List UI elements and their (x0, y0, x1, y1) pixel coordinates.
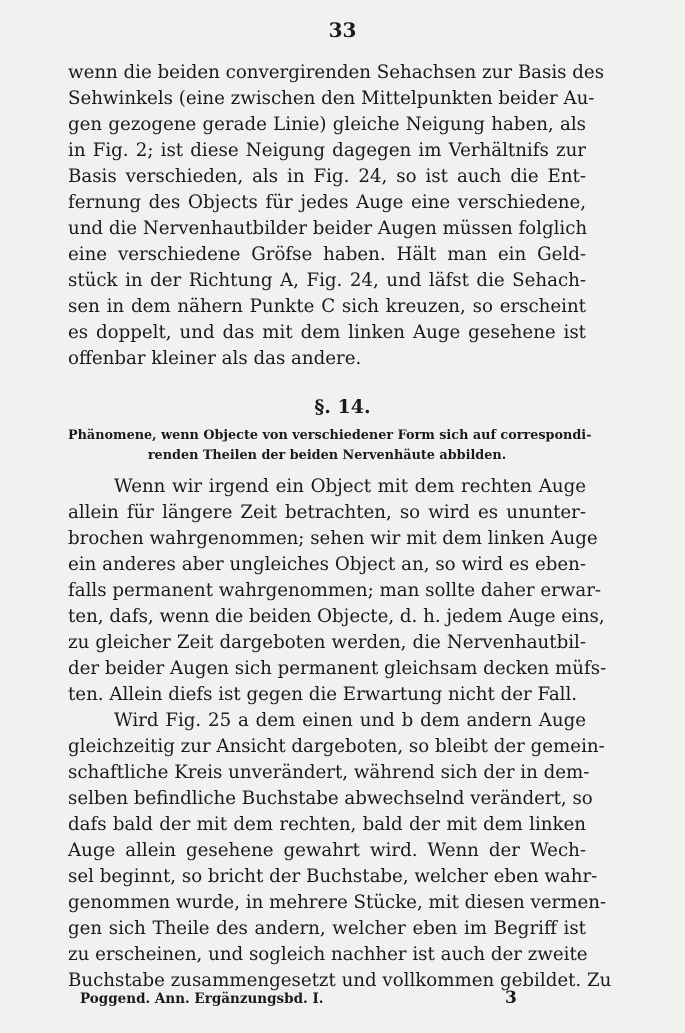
text-line: fernung des Objects für jedes Auge eine verschiedene, (68, 192, 586, 213)
text-line: Wird Fig. 25 a dem einen und b dem andern Auge (114, 710, 586, 731)
text-line: Sehwinkels (eine zwischen den Mittelpunkten beider Au- (68, 88, 595, 109)
text-line: in Fig. 2; ist diese Neigung dagegen im Verhältnifs zur (68, 140, 586, 161)
text-line: allein für längere Zeit betrachten, so wird es ununter- (68, 502, 586, 523)
text-line: genommen wurde, in mehrere Stücke, mit diesen vermen- (68, 892, 607, 913)
footer-signature: 3 (505, 988, 517, 1008)
paragraph-2 (68, 474, 607, 708)
text-line: Buchstabe zusammengesetzt und vollkommen gebildet. Zu (68, 970, 612, 991)
paragraph-top (68, 60, 605, 372)
section-title-line: renden Theilen der beiden Nervenhäute abbilden. (147, 448, 507, 463)
text-line: selben befindliche Buchstabe abwechselnd verändert, so (68, 788, 593, 809)
text-line: sen in dem nähern Punkte C sich kreuzen, so erscheint (68, 296, 586, 317)
text-line: zu gleicher Zeit dargeboten werden, die Nervenhautbil- (68, 632, 586, 653)
footer-source: Poggend. Ann. Ergänzungsbd. I. (80, 991, 324, 1007)
text-line: stück in der Richtung A, Fig. 24, und läfst die Sehach- (68, 270, 586, 291)
text-line: gen sich Theile des andern, welcher eben im Begriff ist (68, 918, 586, 939)
text-line: ten, dafs, wenn die beiden Objecte, d. h. jedem Auge eins, (68, 606, 605, 627)
text-line: dafs bald der mit dem rechten, bald der mit dem linken (68, 814, 586, 835)
text-line: Basis verschieden, als in Fig. 24, so ist auch die Ent- (68, 166, 586, 187)
text-line: brochen wahrgenommen; sehen wir mit dem linken Auge (68, 528, 598, 549)
text-line: zu erscheinen, und sogleich nachher ist auch der zweite (68, 944, 588, 965)
text-line: Wenn wir irgend ein Object mit dem rechten Auge (114, 476, 586, 497)
text-line: schaftliche Kreis unverändert, während sich der in dem- (68, 762, 590, 783)
text-line: ten. Allein diefs ist gegen die Erwartung nicht der Fall. (68, 684, 578, 705)
text-line: sel beginnt, so bricht der Buchstabe, welcher eben wahr- (68, 866, 598, 887)
text-line: und die Nervenhautbilder beider Augen müssen folglich (68, 218, 588, 239)
text-line: es doppelt, und das mit dem linken Auge gesehene ist (68, 322, 586, 343)
text-line: gleichzeitig zur Ansicht dargeboten, so bleibt der gemein- (68, 736, 605, 757)
section-title-line: Phänomene, wenn Objecte von verschiedener Form sich auf correspondi- (68, 428, 592, 443)
text-line: wenn die beiden convergirenden Sehachsen zur Basis des (68, 62, 605, 83)
text-line: Auge allein gesehene gewahrt wird. Wenn der Wech- (68, 840, 586, 861)
paragraph-3 (68, 708, 612, 994)
section-title (68, 426, 592, 466)
text-line: falls permanent wahrgenommen; man sollte daher erwar- (68, 580, 602, 601)
text-line: offenbar kleiner als das andere. (68, 348, 362, 369)
text-line: gen gezogene gerade Linie) gleiche Neigung haben, als (68, 114, 586, 135)
text-line: ein anderes aber ungleiches Object an, so wird es eben- (68, 554, 586, 575)
text-line: eine verschiedene Gröfse haben. Hält man ein Geld- (68, 244, 586, 265)
section-number: §. 14. (314, 396, 371, 418)
page-number: 33 (328, 18, 357, 42)
text-line: der beider Augen sich permanent gleichsam decken müfs- (68, 658, 607, 679)
